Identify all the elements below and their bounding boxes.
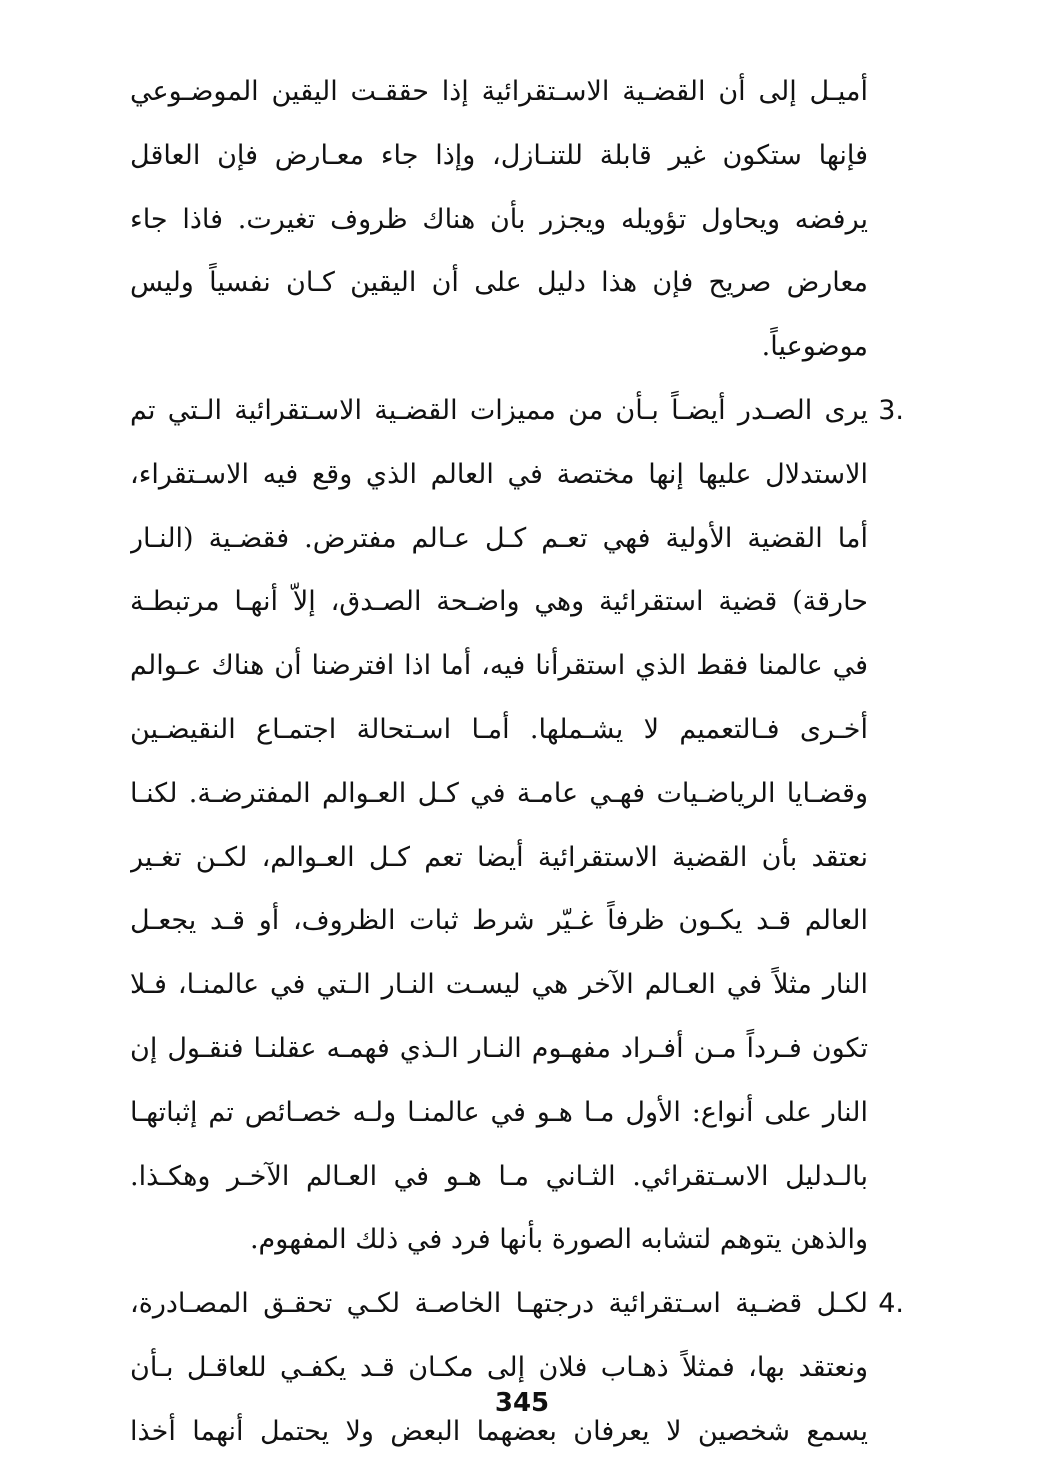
- list-item-3: [130, 379, 904, 1272]
- text-line: يسمع شخصين لا يعرفان بعضهما البعض ولا يحتمل أنهما أخذا: [130, 1415, 868, 1447]
- list-item-4: [130, 1272, 904, 1463]
- text-line: النار على أنواع: الأول مـا هـو في عالمنـا ولـه خصـائص تم إثباتهـا: [130, 1096, 868, 1128]
- text-line: أخـرى فـالتعميم لا يشـملها. أمـا اسـتحالة اجتمـاع النقيضـين: [130, 713, 868, 745]
- page-body: [130, 60, 904, 1464]
- text-line: ونعتقد بها، فمثلاً ذهـاب فلان إلى مكـان قـد يكفـي للعاقـل بـأن: [130, 1351, 868, 1383]
- text-line: والذهن يتوهم لتشابه الصورة بأنها فرد في ذلك المفهوم.: [249, 1224, 868, 1256]
- text-line: النار مثلاً في العـالم الآخر هي ليسـت النـار الـتي في عالمنـا، فـلا: [130, 969, 868, 1001]
- text-line: وقضـايا الرياضـيات فهـي عامـة في كـل العـوالم المفترضـة. لكنـا: [130, 777, 868, 809]
- text-line: الاستدلال عليها إنها مختصة في العالم الذي وقع فيه الاسـتقراء،: [130, 458, 868, 490]
- text-line: حارقة) قضية استقرائية وهي واضـحة الصـدق، إلاّ أنهـا مرتبطـة: [130, 586, 868, 618]
- text-line: موضوعياً.: [761, 331, 868, 363]
- text-line: في عالمنا فقط الذي استقرأنا فيه، أما اذا افترضنا أن هناك عـوالم: [130, 650, 868, 682]
- text-line: يرى الصـدر أيضـاً بـأن من مميزات القضـية الاسـتقرائية الـتي تم: [130, 394, 868, 426]
- page-number: 345: [494, 1388, 550, 1418]
- text-line: أما القضية الأولية فهي تعـم كـل عـالم مفترض. فقضـية (النـار: [130, 522, 868, 554]
- text-line: العالم قـد يكـون ظرفاً غـيّر شرط ثبات الظروف، أو قـد يجعـل: [130, 905, 868, 937]
- list-item-number: 3.: [878, 394, 904, 426]
- text-line: معارض صريح فإن هذا دليل على أن اليقين كـان نفسياً وليس: [130, 267, 868, 299]
- text-line: لكـل قضـية اسـتقرائية درجتهـا الخاصـة لكـي تحقـق المصـادرة،: [130, 1288, 868, 1320]
- text-line: أميـل إلى أن القضـية الاسـتقرائية إذا حققـت اليقين الموضـوعي: [130, 76, 868, 107]
- list-item-number: 4.: [878, 1288, 904, 1320]
- list-item-text: [130, 1272, 868, 1463]
- text-line: بالـدليل الاسـتقرائي. الثـاني مـا هـو في العـالم الآخـر وهكـذا.: [130, 1160, 868, 1192]
- text-line: تكون فـرداً مـن أفـراد مفهـوم النـار الـذي فهمـه عقلنـا فنقـول إن: [130, 1032, 868, 1064]
- text-line: يرفضه ويحاول تؤويله ويجزر بأن هناك ظروف تغيرت. فاذا جاء: [130, 203, 868, 235]
- text-line: فإنها ستكون غير قابلة للتنـازل، وإذا جاء معـارض فإن العاقل: [130, 139, 868, 171]
- intro-paragraph: [130, 60, 868, 379]
- list-item-text: [130, 379, 868, 1272]
- text-line: نعتقد بأن القضية الاستقرائية أيضا تعم كـل العـوالم، لكـن تغـير: [130, 841, 868, 873]
